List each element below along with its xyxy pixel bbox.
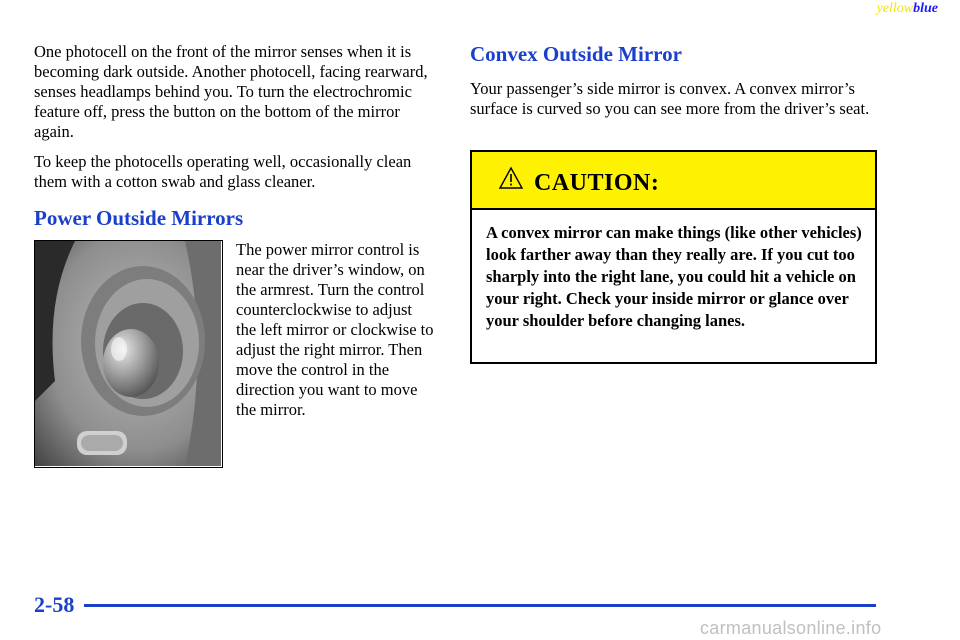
footer-rule	[84, 604, 876, 607]
site-watermark: carmanualsonline.info	[700, 618, 882, 638]
mirror-control-illustration	[35, 241, 221, 466]
caution-title: CAUTION:	[534, 170, 660, 196]
left-column	[34, 42, 434, 243]
convex-mirror-paragraph: Your passenger’s side mirror is convex. A convex mirror’s surface is curved so you can see more from the driver’s seat.	[470, 79, 870, 118]
mirror-control-caption: The power mirror control is near the driver’s window, on the armrest. Turn the control counterclockwise to adjust the left mirror or clockwise to adjust the right mirror. Then move the control in the direction you want to move the mirror.	[236, 240, 434, 419]
caution-box	[470, 150, 877, 364]
color-tag-yellow: yellow	[876, 1, 914, 16]
right-column	[470, 42, 880, 129]
color-tag	[877, 1, 938, 17]
page-number: 2-58	[34, 592, 75, 617]
cleaning-paragraph: To keep the photocells operating well, occasionally clean them with a cotton swab and glass cleaner.	[34, 152, 412, 191]
power-mirrors-heading: Power Outside Mirrors	[34, 206, 244, 230]
photocell-paragraph: One photocell on the front of the mirror senses when it is becoming dark outside. Another photocell, facing rearward, senses headlamps behind you. To turn the electrochromic feature off, press the button on the bottom of the mirror again.	[34, 42, 428, 141]
caution-header	[472, 152, 875, 210]
mirror-control-photo	[34, 240, 223, 468]
convex-mirror-heading: Convex Outside Mirror	[470, 42, 682, 66]
warning-triangle-icon	[498, 166, 524, 195]
color-tag-blue: blue	[913, 1, 938, 16]
caution-text: A convex mirror can make things (like other vehicles) look farther away than they really are. If you cut too sharply into the right lane, you could hit a vehicle on your right. Check your inside mirror or glance over your shoulder before changing lanes.	[486, 223, 862, 330]
